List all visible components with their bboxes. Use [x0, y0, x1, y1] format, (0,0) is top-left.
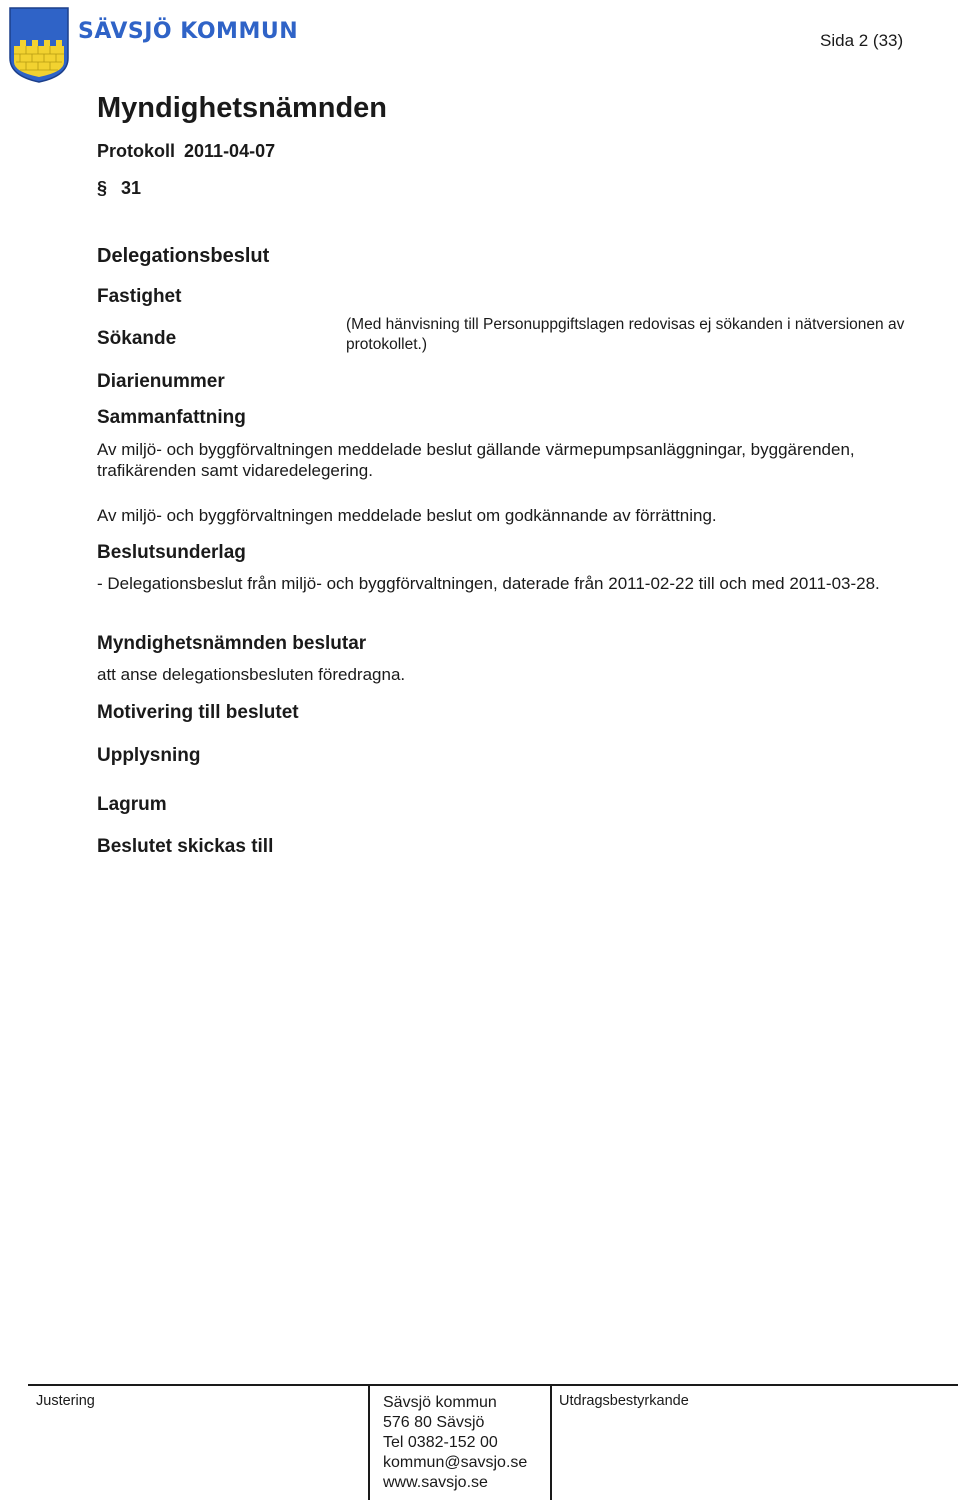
sokande-label: Sökande [97, 328, 177, 349]
paragraph-line [97, 178, 141, 199]
justering-label: Justering [36, 1393, 95, 1409]
savsjo-kommun-logo [8, 6, 308, 84]
upplysning-label: Upplysning [97, 745, 201, 766]
logo-text: SÄVSJÖ KOMMUN [78, 19, 299, 44]
decision-heading: Delegationsbeslut [97, 245, 270, 267]
footer-address [383, 1393, 563, 1493]
protocol-date: 2011-04-07 [184, 141, 276, 161]
sokande-note: (Med hänvisning till Personuppgiftslagen redovisas ej sökanden i nätversionen av protokollet.) [346, 316, 905, 353]
utdragsbestyrkande-label: Utdragsbestyrkande [559, 1393, 689, 1409]
email-link[interactable]: kommun@savsjo.se [383, 1454, 528, 1471]
protocol-label: Protokoll [97, 141, 176, 161]
page-number: Sida 2 (33) [820, 31, 904, 50]
skickas-till-label: Beslutet skickas till [97, 836, 274, 857]
beslutsunderlag-text: - Delegationsbeslut från miljö- och byggförvaltningen, daterade från 2011-02-22 till och med 2011-03-28. [97, 574, 880, 593]
footer-column-divider [368, 1386, 370, 1500]
paragraph-sign: § [97, 178, 108, 198]
coat-of-arms-icon [8, 6, 308, 84]
lagrum-label: Lagrum [97, 794, 167, 815]
phone-number: Tel 0382-152 00 [383, 1434, 498, 1451]
summary-paragraph-1: Av miljö- och byggförvaltningen meddelade beslut gällande värmepumpsanläggningar, byggärenden, trafikärenden samt vidaredelegering. [97, 440, 855, 480]
beslutar-label: Myndighetsnämnden beslutar [97, 633, 367, 654]
fastighet-label: Fastighet [97, 286, 182, 307]
org-name: Sävsjö kommun [383, 1394, 497, 1411]
sammanfattning-label: Sammanfattning [97, 407, 246, 428]
postal-address: 576 80 Sävsjö [383, 1414, 485, 1431]
beslutsunderlag-label: Beslutsunderlag [97, 542, 246, 563]
page-title: Myndighetsnämnden [97, 92, 388, 124]
paragraph-number: 31 [121, 178, 142, 198]
motivering-label: Motivering till beslutet [97, 702, 299, 723]
website-link[interactable]: www.savsjo.se [383, 1474, 488, 1491]
beslutar-text: att anse delegationsbesluten föredragna. [97, 665, 406, 684]
diarienummer-label: Diarienummer [97, 371, 225, 392]
summary-paragraph-2: Av miljö- och byggförvaltningen meddelade beslut om godkännande av förrättning. [97, 506, 717, 525]
footer-divider [28, 1384, 958, 1386]
protocol-line [97, 141, 275, 162]
